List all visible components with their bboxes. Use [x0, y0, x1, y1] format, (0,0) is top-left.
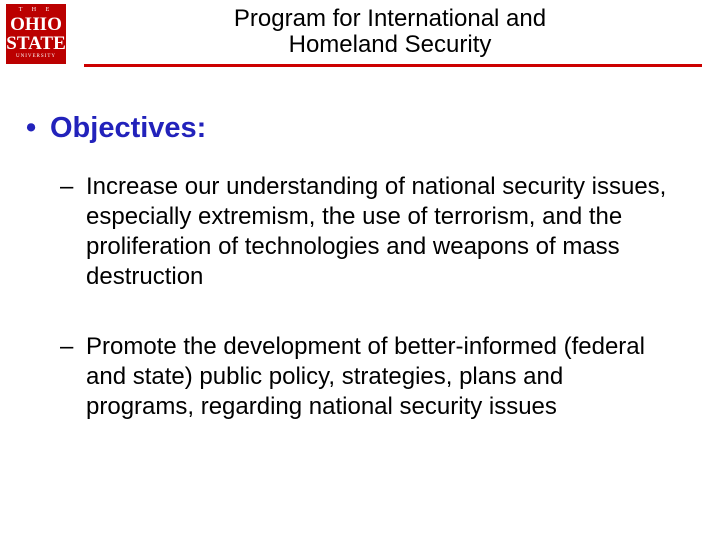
page-title: [170, 6, 610, 58]
header-divider: [84, 64, 702, 67]
ohio-state-logo: [6, 4, 66, 64]
logo-state-text: STATE: [6, 33, 66, 54]
list-item: [60, 172, 676, 292]
list-item-text: Increase our understanding of national security issues, especially extremism, the use of terrorism, and the proliferation of technologies and weapons of mass destruction: [86, 173, 667, 290]
objectives-label: Objectives:: [50, 112, 207, 144]
bullet-marker: •: [26, 112, 37, 144]
logo-university-text: UNIVERSITY: [16, 54, 56, 59]
dash-marker: –: [60, 333, 74, 360]
logo-the-text: T H E: [18, 7, 54, 13]
list-item-text: Promote the development of better-informed (federal and state) public policy, strategies, plans and programs, regarding national security issues: [86, 333, 645, 420]
page-title-line-2: Homeland Security: [288, 31, 492, 58]
dash-marker: –: [60, 173, 74, 200]
objectives-heading: [26, 112, 206, 144]
logo-ohio-text: OHIO: [10, 14, 62, 35]
page-title-line-1: Program for International and: [233, 5, 547, 32]
list-item: [60, 332, 676, 422]
